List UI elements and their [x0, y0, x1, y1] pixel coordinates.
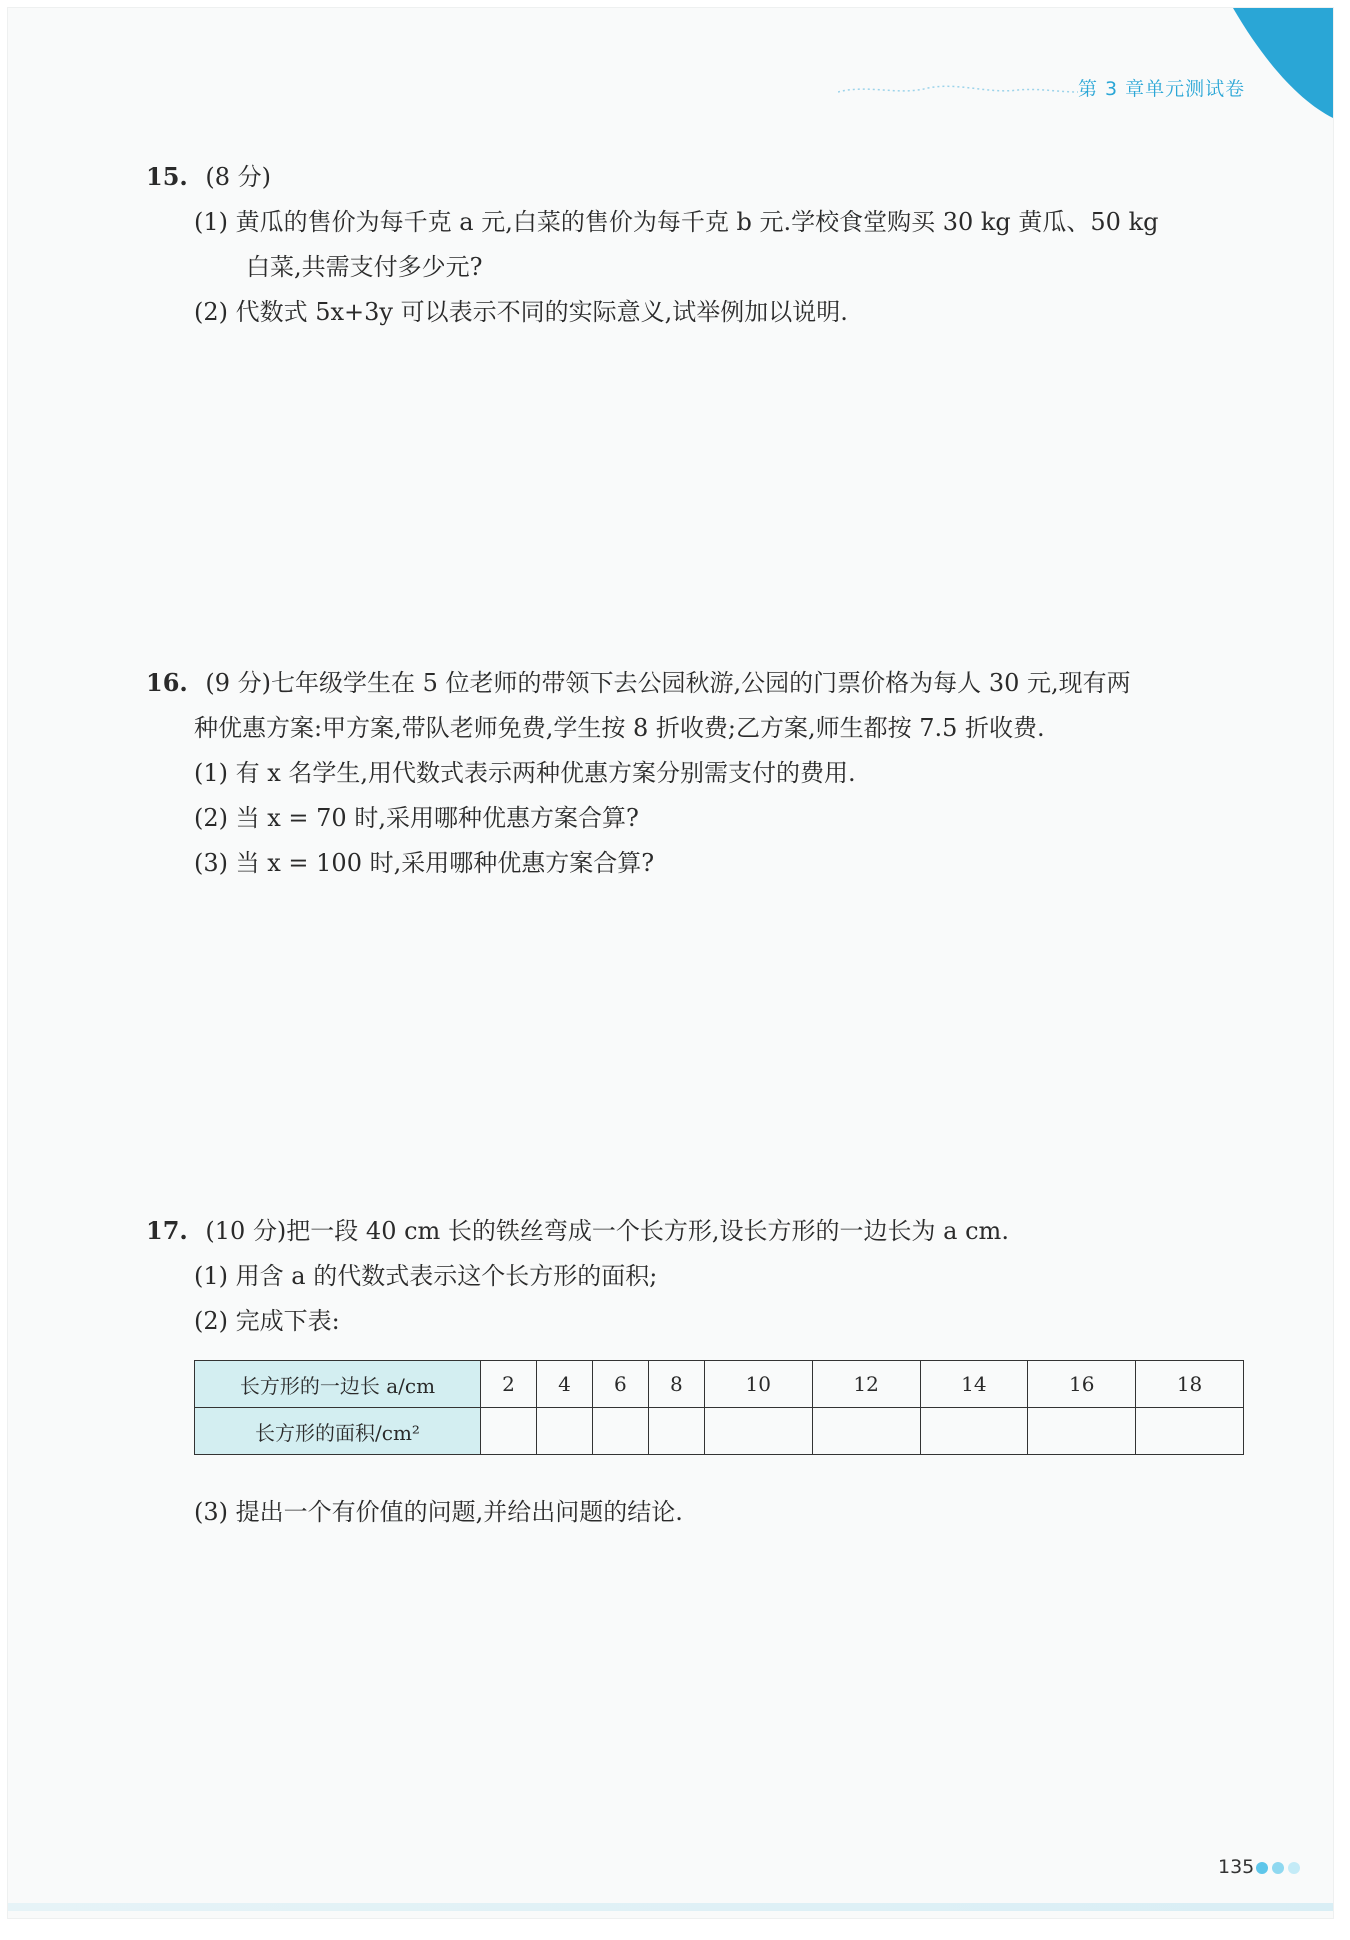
answer-cell[interactable]: [1028, 1408, 1136, 1455]
table-cell: 12: [812, 1361, 920, 1408]
table-cell: 2: [481, 1361, 537, 1408]
question-17-line1: (10 分)把一段 40 cm 长的铁丝弯成一个长方形,设长方形的一边长为 a cm.: [205, 1217, 1009, 1245]
question-15-part2: (2) 代数式 5x+3y 可以表示不同的实际意义,试举例加以说明.: [194, 298, 848, 326]
question-17-part3: (3) 提出一个有价值的问题,并给出问题的结论.: [194, 1498, 683, 1526]
question-16-part1: (1) 有 x 名学生,用代数式表示两种优惠方案分别需支付的费用.: [194, 759, 856, 787]
page-number: 135: [1218, 1856, 1255, 1878]
table-row2-label: 长方形的面积/cm²: [195, 1408, 481, 1455]
question-17-number: 17.: [146, 1216, 188, 1245]
table-cell: 10: [704, 1361, 812, 1408]
question-16-line1: (9 分)七年级学生在 5 位老师的带领下去公园秋游,公园的门票价格为每人 30 元,现有两: [205, 669, 1131, 697]
question-15: [146, 154, 1158, 335]
header-wave-line: [838, 80, 1088, 100]
bottom-bar: [8, 1903, 1333, 1911]
corner-decoration: [1233, 8, 1333, 118]
answer-cell[interactable]: [1136, 1408, 1244, 1455]
table-row: [195, 1408, 1244, 1455]
answer-cell[interactable]: [481, 1408, 537, 1455]
question-15-part1-line1: (1) 黄瓜的售价为每千克 a 元,白菜的售价为每千克 b 元.学校食堂购买 30 kg 黄瓜、50 kg: [194, 208, 1159, 236]
question-17-part1: (1) 用含 a 的代数式表示这个长方形的面积;: [194, 1262, 658, 1290]
question-17-part3-wrap: [146, 1490, 683, 1535]
table-cell: 16: [1028, 1361, 1136, 1408]
table-row1-label: 长方形的一边长 a/cm: [195, 1361, 481, 1408]
table-cell: 8: [648, 1361, 704, 1408]
question-15-score: (8 分): [205, 163, 272, 191]
question-16: [146, 660, 1131, 886]
question-16-number: 16.: [146, 668, 188, 697]
area-table: [194, 1360, 1244, 1455]
answer-cell[interactable]: [592, 1408, 648, 1455]
answer-cell[interactable]: [536, 1408, 592, 1455]
answer-cell[interactable]: [812, 1408, 920, 1455]
answer-cell[interactable]: [920, 1408, 1028, 1455]
page: [8, 8, 1333, 1918]
question-17-part2: (2) 完成下表:: [194, 1307, 340, 1335]
table-cell: 6: [592, 1361, 648, 1408]
question-15-part1-line2: 白菜,共需支付多少元?: [246, 253, 483, 281]
answer-cell[interactable]: [648, 1408, 704, 1455]
question-16-part2: (2) 当 x = 70 时,采用哪种优惠方案合算?: [194, 804, 639, 832]
answer-cell[interactable]: [704, 1408, 812, 1455]
question-15-number: 15.: [146, 162, 188, 191]
question-16-part3: (3) 当 x = 100 时,采用哪种优惠方案合算?: [194, 849, 655, 877]
table-cell: 18: [1136, 1361, 1244, 1408]
question-17: [146, 1208, 1009, 1344]
chapter-title: 第 3 章单元测试卷: [1078, 78, 1246, 100]
page-dots-decoration: [1254, 1860, 1314, 1876]
question-16-line2: 种优惠方案:甲方案,带队老师免费,学生按 8 折收费;乙方案,师生都按 7.5 折收费.: [194, 714, 1045, 742]
table-cell: 4: [536, 1361, 592, 1408]
table-cell: 14: [920, 1361, 1028, 1408]
table-row: [195, 1361, 1244, 1408]
